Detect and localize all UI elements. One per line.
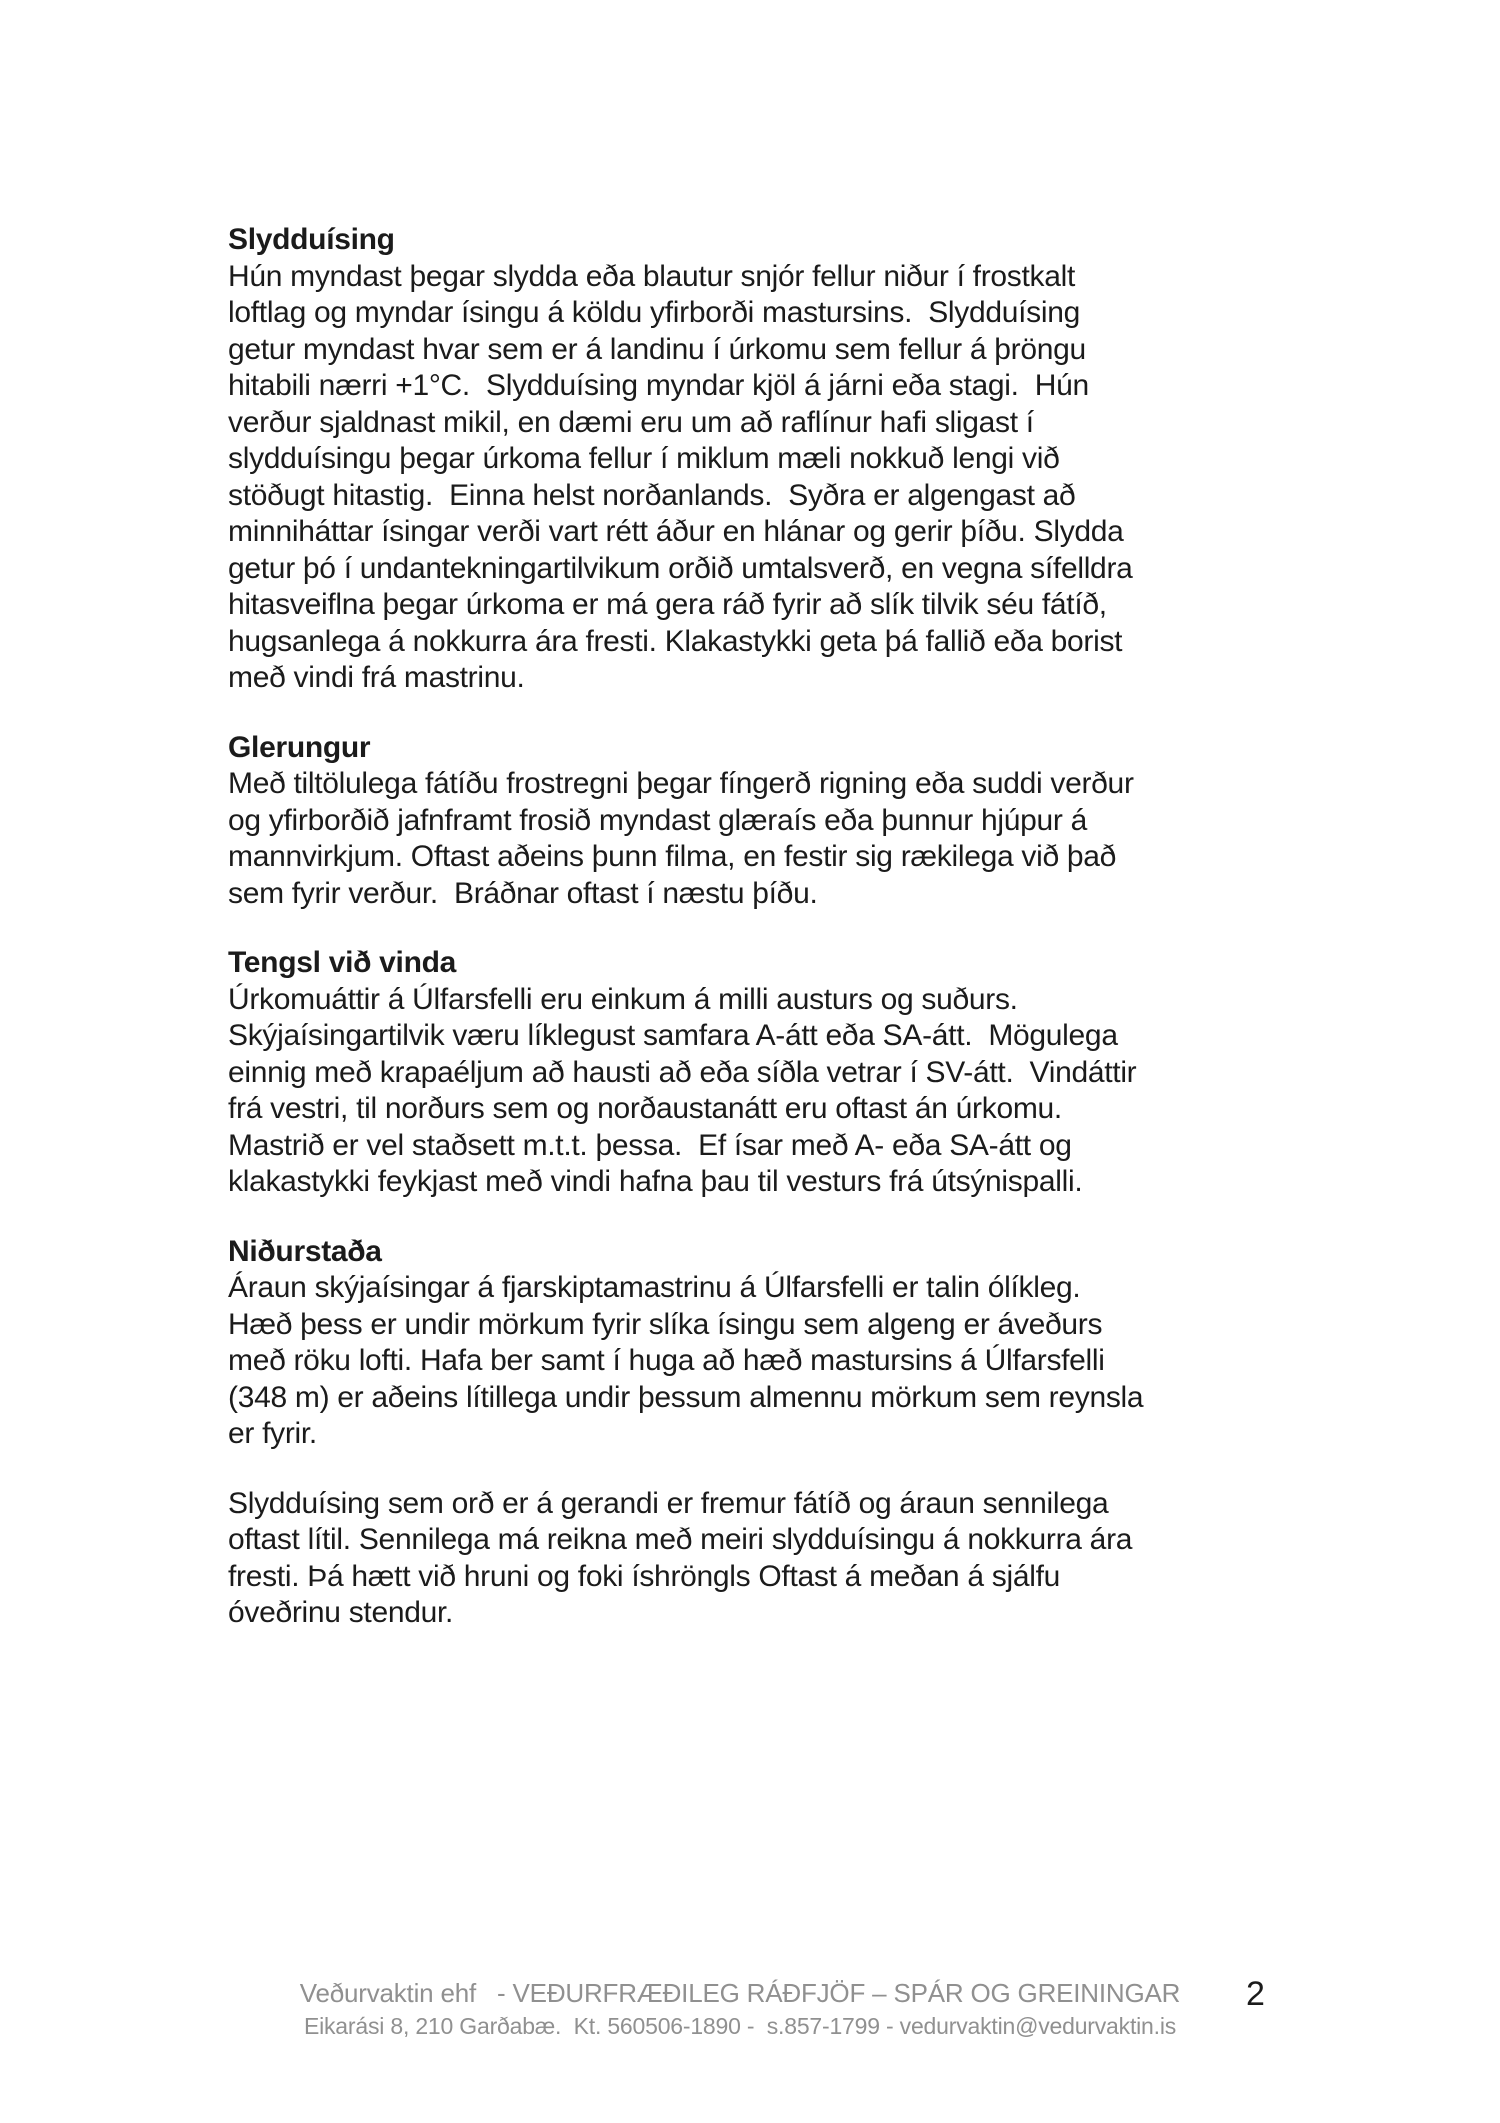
page-number: 2 [1246,1975,1265,2013]
text-line: slydduísingu þegar úrkoma fellur í miklum mæli nokkuð lengi við [228,442,1060,475]
text-line: Áraun skýjaísingar á fjarskiptamastrinu á Úlfarsfelli er talin ólíkleg. [228,1271,1081,1304]
text-line: getur þó í undantekningartilvikum orðið umtalsverð, en vegna sífelldra [228,551,1133,585]
section-heading: Tengsl við vinda [228,946,457,979]
text-line: stöðugt hitastig. Einna helst norðanlands. Syðra er algengast að [228,478,1076,512]
text-line: Mastrið er vel staðsett m.t.t. þessa. Ef ísar með A- eða SA-átt og [228,1128,1072,1162]
text-line: frá vestri, til norðurs sem og norðaustanátt eru oftast án úrkomu. [228,1092,1062,1125]
text-line: fresti. Þá hætt við hruni og foki íshröngls Oftast á meðan á sjálfu [228,1559,1060,1593]
text-line: Skýjaísingartilvik væru líklegust samfara A-átt eða SA-átt. Mögulega [228,1019,1118,1052]
text-line: Úrkomuáttir á Úlfarsfelli eru einkum á milli austurs og suðurs. [228,982,1018,1016]
document-body [228,222,1298,1665]
text-line: hitabili nærri +1°C. Slydduísing myndar kjöl á járni eða stagi. Hún [228,369,1089,402]
text-line: mannvirkjum. Oftast aðeins þunn filma, en festir sig rækilega við það [228,840,1117,873]
text-line: Hæð þess er undir mörkum fyrir slíka ísingu sem algeng er áveðurs [228,1307,1103,1341]
text-line: verður sjaldnast mikil, en dæmi eru um að raflínur hafi sligast í [228,405,1034,439]
text-line: með vindi frá mastrinu. [228,661,525,694]
text-line: einnig með krapaéljum að hausti að eða síðla vetrar í SV-átt. Vindáttir [228,1055,1137,1089]
closing-paragraph [228,1486,1298,1632]
section-heading: Niðurstaða [228,1234,382,1268]
text-line: oftast lítil. Sennilega má reikna með meiri slydduísingu á nokkurra ára [228,1523,1133,1556]
text-line: minniháttar ísingar verði vart rétt áður en hlánar og gerir þíðu. Slydda [228,515,1124,548]
text-line: (348 m) er aðeins lítillega undir þessum almennu mörkum sem reynsla [228,1380,1144,1414]
text-line: hugsanlega á nokkurra ára fresti. Klakastykki geta þá fallið eða borist [228,624,1123,658]
section-slydduising [228,222,1298,697]
section-heading: Glerungur [228,730,371,764]
text-line: getur myndast hvar sem er á landinu í úrkomu sem fellur á þröngu [228,332,1086,366]
footer-contact-line: Eikarási 8, 210 Garðabæ. Kt. 560506-1890 - s.857-1799 - vedurvaktin@vedurvaktin.is [303,2013,1177,2039]
section-heading: Slydduísing [228,223,395,256]
text-line: með röku lofti. Hafa ber samt í huga að hæð mastursins á Úlfarsfelli [228,1344,1105,1377]
text-line: klakastykki feykjast með vindi hafna þau til vesturs frá útsýnispalli. [228,1165,1083,1198]
page-footer [210,1976,1270,2041]
text-line: sem fyrir verður. Bráðnar oftast í næstu þíðu. [228,876,818,910]
text-line: óveðrinu stendur. [228,1596,454,1629]
text-line: hitasveiflna þegar úrkoma er má gera ráð fyrir að slík tilvik séu fátíð, [228,588,1107,621]
text-line: Með tiltölulega fátíðu frostregni þegar fíngerð rigning eða suddi verður [228,767,1134,800]
section-glerungur [228,730,1298,913]
text-line: er fyrir. [228,1417,317,1450]
text-line: Hún myndast þegar slydda eða blautur snjór fellur niður í frostkalt [228,259,1076,293]
footer-company-line: Veðurvaktin ehf - VEÐURFRÆÐILEG RÁÐFJÖF – SPÁR OG GREININGAR [299,1978,1181,2008]
text-line: Slydduísing sem orð er á gerandi er fremur fátíð og áraun sennilega [228,1486,1109,1520]
text-line: loftlag og myndar ísingu á köldu yfirborði mastursins. Slydduísing [228,296,1080,329]
section-nidurstada [228,1234,1298,1453]
section-tengsl-vid-vinda [228,945,1298,1201]
text-line: og yfirborðið jafnframt frosið myndast glæraís eða þunnur hjúpur á [228,803,1087,837]
